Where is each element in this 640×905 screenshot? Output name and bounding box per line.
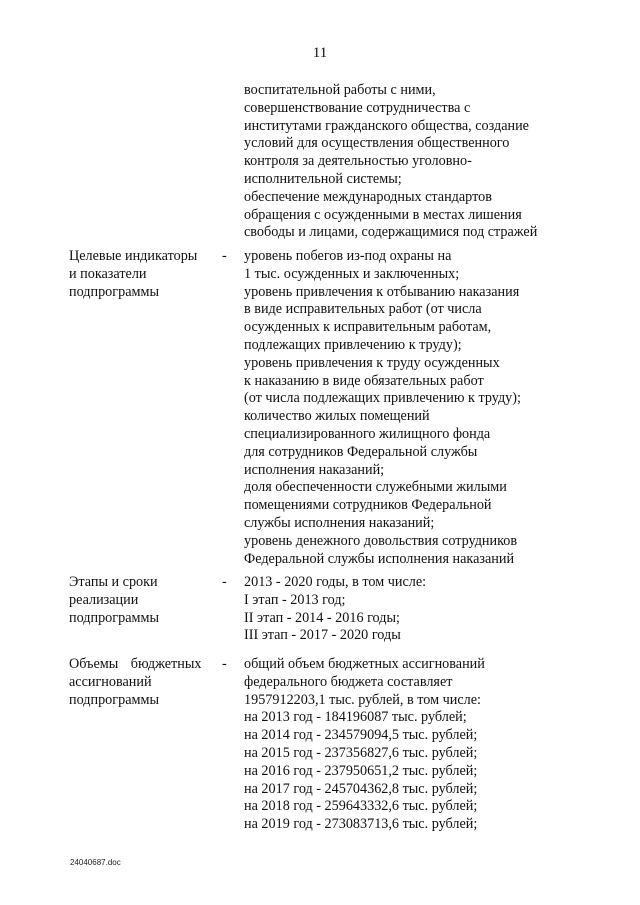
value-line: на 2017 год - 245704362,8 тыс. рублей; [244, 780, 478, 797]
value-line: исполнения наказаний; [244, 461, 385, 478]
value-line: для сотрудников Федеральной службы [244, 443, 478, 460]
value-line: службы исполнения наказаний; [244, 514, 435, 531]
intro-line: обращения с осужденными в местах лишения [244, 206, 522, 223]
intro-line: совершенствование сотрудничества с [244, 99, 471, 116]
value-line: I этап - 2013 год; [244, 591, 346, 608]
row-dash: - [222, 656, 227, 672]
intro-line: институтами гражданского общества, создание [244, 117, 529, 134]
value-line: на 2019 год - 273083713,6 тыс. рублей; [244, 816, 478, 833]
row-dash: - [222, 574, 227, 590]
stages-value [244, 574, 426, 645]
value-line: III этап - 2017 - 2020 годы [244, 627, 401, 644]
value-line: федерального бюджета составляет [244, 673, 453, 690]
value-line: II этап - 2014 - 2016 годы; [244, 609, 400, 626]
value-line: на 2018 год - 259643332,6 тыс. рублей; [244, 798, 478, 815]
value-line: в виде исправительных работ (от числа [244, 301, 482, 318]
label-line: Целевые индикаторы [69, 248, 198, 264]
value-line: уровень побегов из-под охраны на [244, 248, 452, 264]
value-line: специализированного жилищного фонда [244, 425, 491, 442]
value-line: уровень денежного довольствия сотрудников [244, 532, 518, 549]
indicators-label [69, 248, 197, 301]
label-line: подпрограммы [69, 691, 159, 708]
intro-paragraph [244, 82, 537, 242]
value-line: на 2014 год - 234579094,5 тыс. рублей; [244, 727, 478, 744]
intro-line: условий для осуществления общественного [244, 135, 510, 152]
value-line: 2013 - 2020 годы, в том числе: [244, 574, 427, 590]
label-line: и показатели [69, 265, 147, 282]
budget-label [69, 656, 201, 709]
label-line: реализации [69, 591, 139, 608]
intro-line: контроля за деятельностью уголовно- [244, 153, 472, 170]
budget-value [244, 656, 485, 834]
label-line: подпрограммы [69, 283, 159, 300]
label-line: ассигнований [69, 673, 152, 690]
value-line: общий объем бюджетных ассигнований [244, 656, 485, 672]
value-line: 1957912203,1 тыс. рублей, в том числе: [244, 691, 481, 708]
indicators-value [244, 248, 521, 568]
intro-line: обеспечение международных стандартов [244, 188, 492, 205]
label-line: Объемы бюджетных [69, 656, 202, 672]
file-name-footer: 24040687.doc [70, 858, 121, 867]
value-line: на 2015 год - 237356827,6 тыс. рублей; [244, 744, 478, 761]
value-line: помещениями сотрудников Федеральной [244, 497, 492, 514]
value-line: доля обеспеченности служебными жилыми [244, 479, 507, 496]
value-line: количество жилых помещений [244, 408, 430, 425]
value-line: Федеральной службы исполнения наказаний [244, 550, 515, 567]
page-number: 11 [312, 45, 328, 61]
row-dash: - [222, 248, 227, 264]
value-line: уровень привлечения к труду осужденных [244, 354, 500, 371]
intro-line: воспитательной работы с ними, [244, 82, 436, 98]
value-line: подлежащих привлечению к труду); [244, 336, 462, 353]
value-line: на 2016 год - 237950651,2 тыс. рублей; [244, 762, 478, 779]
label-line: Этапы и сроки [69, 574, 158, 590]
value-line: (от числа подлежащих привлечению к труду); [244, 390, 521, 407]
value-line: к наказанию в виде обязательных работ [244, 372, 484, 389]
value-line: 1 тыс. осужденных и заключенных; [244, 265, 460, 282]
label-line: подпрограммы [69, 609, 159, 626]
value-line: осужденных к исправительным работам, [244, 319, 492, 336]
stages-label [69, 574, 159, 627]
value-line: уровень привлечения к отбыванию наказания [244, 283, 520, 300]
intro-line: исполнительной системы; [244, 170, 402, 187]
intro-line: свободы и лицами, содержащимися под стражей [244, 224, 538, 241]
value-line: на 2013 год - 184196087 тыс. рублей; [244, 709, 467, 726]
